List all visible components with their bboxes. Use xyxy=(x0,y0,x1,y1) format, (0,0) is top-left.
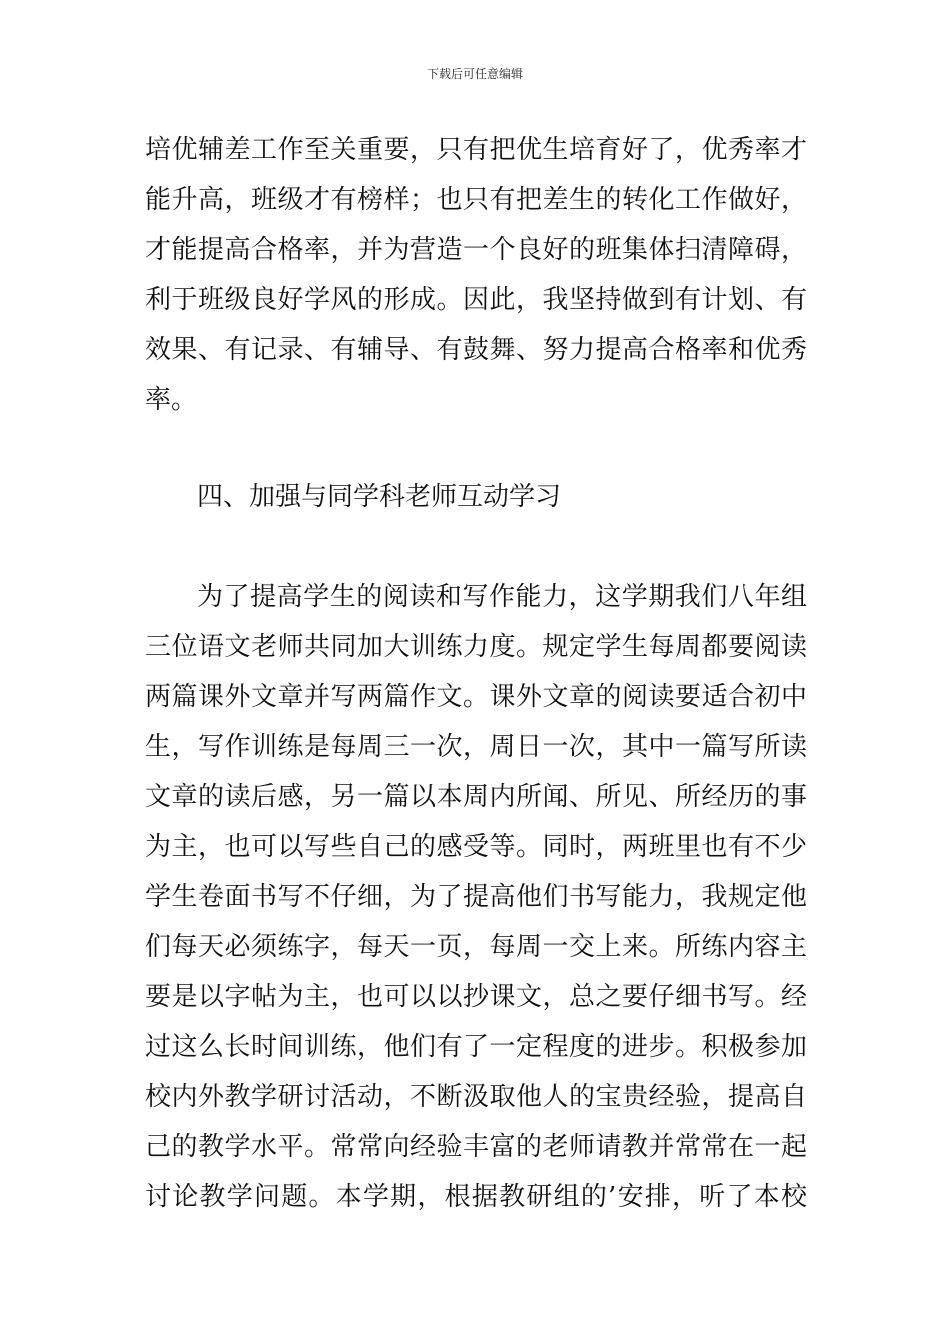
paragraph2-line: 己的教学水平。常常向经验丰富的老师请教并常常在一起 xyxy=(145,1132,807,1162)
paragraph2-line: 为主，也可以写些自己的感受等。同时，两班里也有不少 xyxy=(145,832,807,862)
paragraph1-line: 效果、有记录、有辅导、有鼓舞、努力提高合格率和优秀 xyxy=(145,335,807,365)
paragraph2-line: 们每天必须练字，每天一页，每周一交上来。所练内容主 xyxy=(145,932,807,962)
paragraph2-line: 要是以字帖为主，也可以以抄课文，总之要仔细书写。经 xyxy=(145,982,807,1012)
paragraph2-line: 文章的读后感，另一篇以本周内所闻、所见、所经历的事 xyxy=(145,782,807,812)
paragraph2-line: 讨论教学问题。本学期，根据教研组的’安排，听了本校 xyxy=(145,1182,807,1212)
section-heading: 四、加强与同学科老师互动学习 xyxy=(197,482,562,512)
paragraph1-line: 才能提高合格率，并为营造一个良好的班集体扫清障碍， xyxy=(145,235,807,265)
paragraph1-line: 能升高，班级才有榜样；也只有把差生的转化工作做好， xyxy=(145,185,807,215)
paragraph1-line: 培优辅差工作至关重要，只有把优生培育好了，优秀率才 xyxy=(145,135,807,165)
paragraph2-line: 校内外教学研讨活动，不断汲取他人的宝贵经验，提高自 xyxy=(145,1082,807,1112)
paragraph1-line: 率。 xyxy=(145,385,198,415)
paragraph2-line: 两篇课外文章并写两篇作文。课外文章的阅读要适合初中 xyxy=(145,682,807,712)
page-header: 下载后可任意编辑 xyxy=(426,67,523,81)
paragraph2-line: 过这么长时间训练，他们有了一定程度的进步。积极参加 xyxy=(145,1032,807,1062)
paragraph2-line: 三位语文老师共同加大训练力度。规定学生每周都要阅读 xyxy=(145,632,807,662)
paragraph1-line: 利于班级良好学风的形成。因此，我坚持做到有计划、有 xyxy=(145,285,807,315)
paragraph2-line: 学生卷面书写不仔细，为了提高他们书写能力，我规定他 xyxy=(145,882,807,912)
paragraph2-line: 为了提高学生的阅读和写作能力，这学期我们八年组 xyxy=(197,582,807,612)
paragraph2-line: 生，写作训练是每周三一次，周日一次，其中一篇写所读 xyxy=(145,732,807,762)
